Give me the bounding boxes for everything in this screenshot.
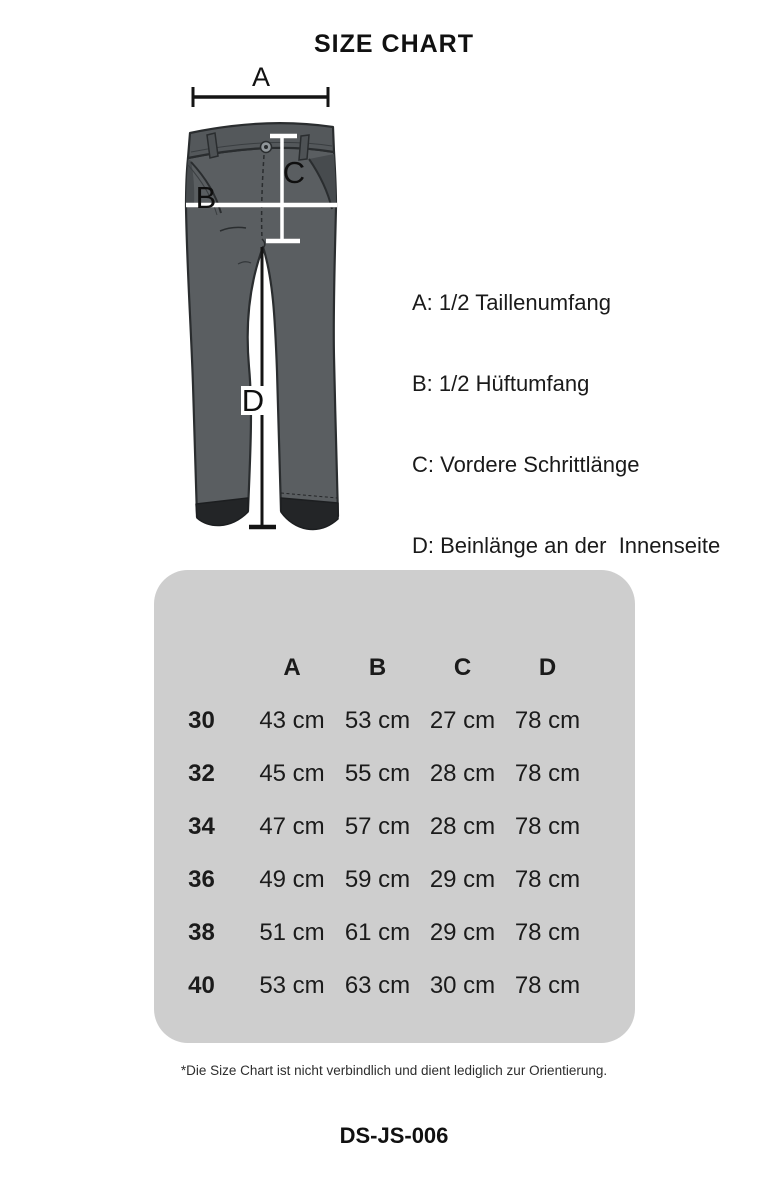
right-hem-cuff [281,498,338,529]
disclaimer-footnote: *Die Size Chart ist nicht verbindlich und dient lediglich zur Orientierung. [180,1063,608,1078]
header-col-d: D [538,654,557,681]
table-row [154,694,635,747]
cell-b: 55 cm [344,759,411,787]
size-label: 40 [188,971,215,999]
measure-b-label: B [195,180,217,215]
size-label: 30 [188,706,215,734]
header-col-c: C [453,654,472,681]
measure-c-label: C [282,155,306,190]
measure-d-label: D [241,383,265,418]
pants-measurement-diagram [160,55,360,555]
legend-item-b: B: 1/2 Hüftumfang [412,371,590,396]
size-table [154,570,635,1043]
table-row [154,906,635,959]
cell-a: 45 cm [259,759,325,787]
cell-b: 59 cm [344,865,411,893]
table-row [154,959,635,1012]
measurement-legend [412,235,720,613]
cell-a: 43 cm [259,706,325,734]
legend-item-a: A: 1/2 Taillenumfang [412,290,611,315]
cell-a: 49 cm [259,865,325,893]
cell-c: 30 cm [429,971,496,999]
cell-a: 47 cm [259,812,325,840]
cell-b: 61 cm [344,918,411,946]
cell-c: 28 cm [429,759,496,787]
table-row [154,853,635,906]
size-table-header-row [154,642,635,694]
cell-c: 29 cm [429,865,496,893]
legend-item-d: D: Beinlänge an der Innenseite [412,533,721,558]
header-col-b: B [368,654,387,681]
size-label: 34 [188,812,215,840]
cell-d: 78 cm [514,706,581,734]
size-label: 32 [188,759,215,787]
cell-a: 53 cm [259,971,325,999]
cell-d: 78 cm [514,971,581,999]
table-row [154,747,635,800]
cell-b: 63 cm [344,971,411,999]
cell-c: 29 cm [429,918,496,946]
product-code: DS-JS-006 [339,1123,449,1148]
cell-a: 51 cm [259,918,325,946]
button-hole [264,145,268,149]
legend-item-c: C: Vordere Schrittlänge [412,452,640,477]
cell-b: 53 cm [344,706,411,734]
measure-a-label: A [251,62,271,92]
header-col-a: A [283,654,301,681]
cell-b: 57 cm [344,812,411,840]
cell-d: 78 cm [514,865,581,893]
size-label: 38 [188,918,215,946]
size-label: 36 [188,865,215,893]
cell-d: 78 cm [514,759,581,787]
cell-c: 27 cm [429,706,496,734]
table-row [154,800,635,853]
page-title: SIZE CHART [314,30,474,58]
cell-c: 28 cm [429,812,496,840]
cell-d: 78 cm [514,918,581,946]
cell-d: 78 cm [514,812,581,840]
